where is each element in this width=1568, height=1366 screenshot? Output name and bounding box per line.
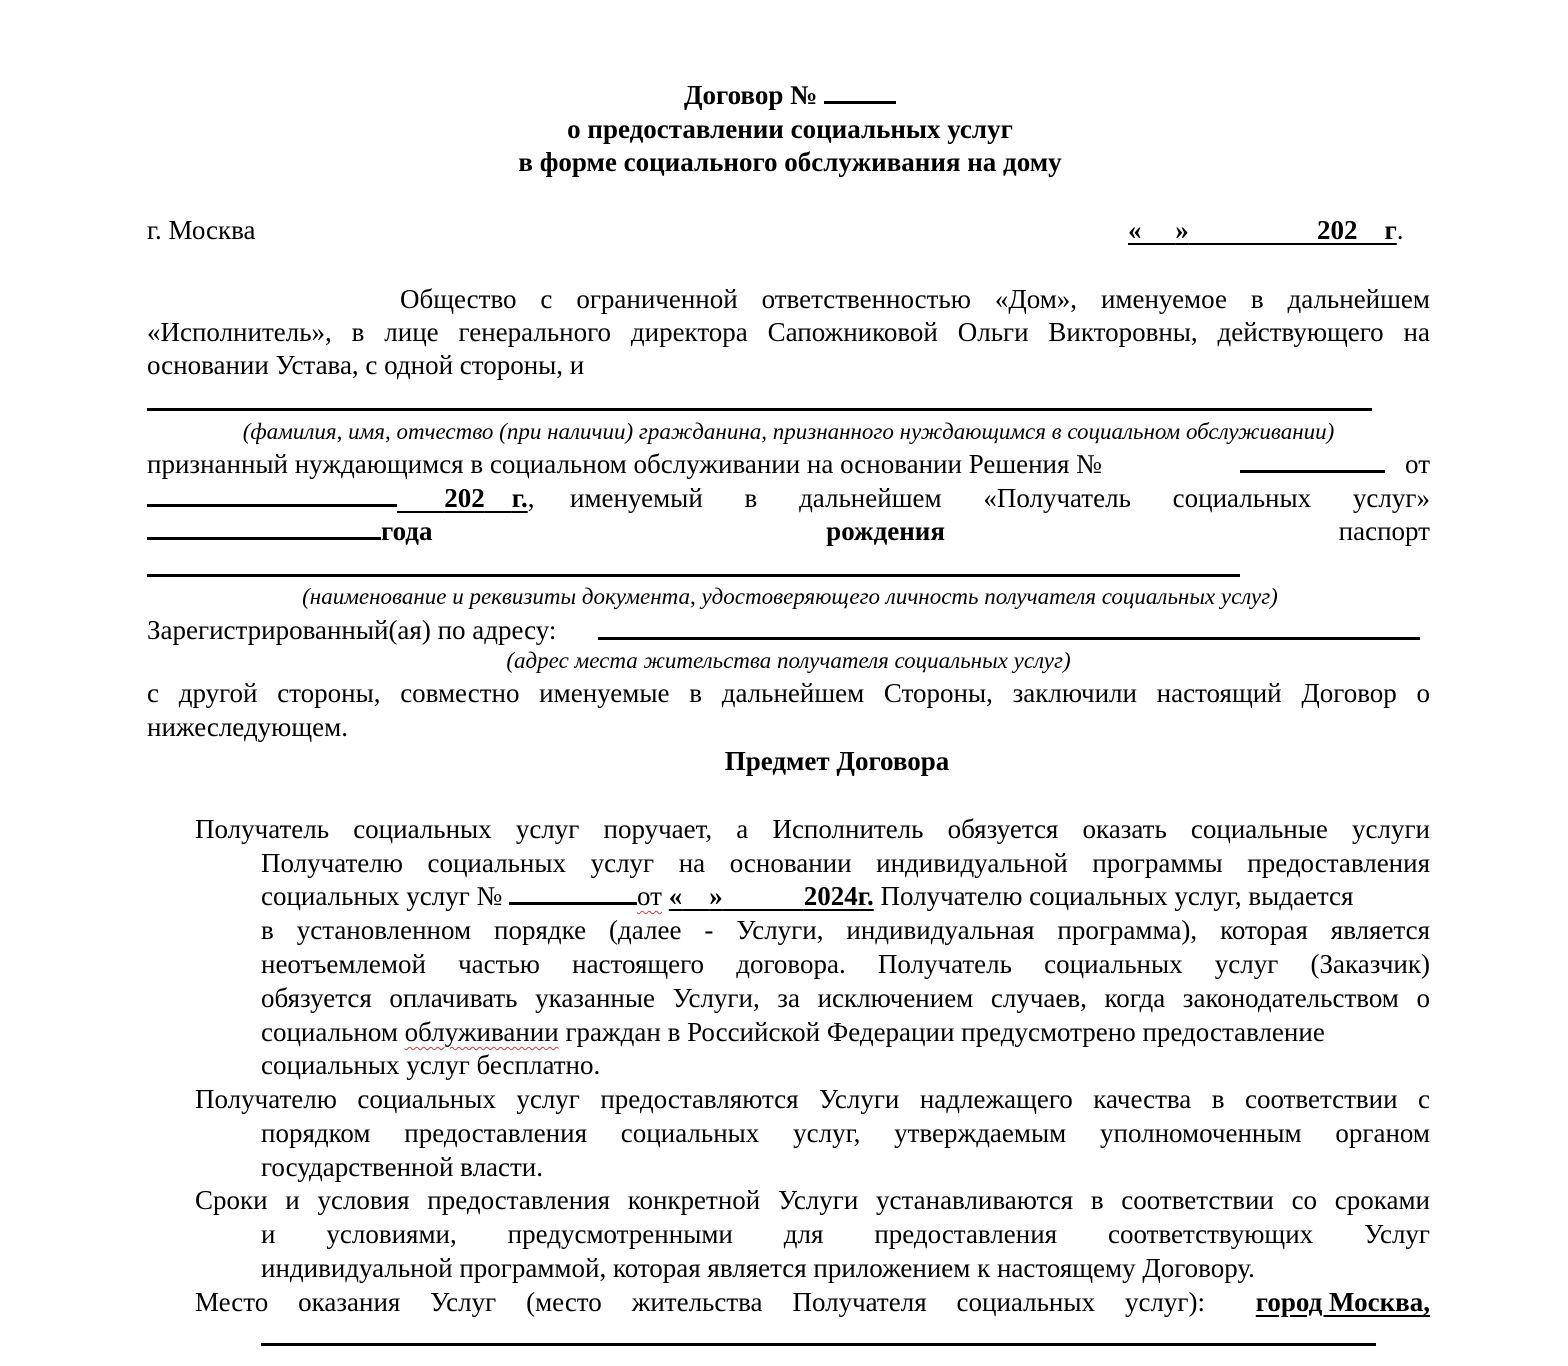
intro-line-1: Общество с ограниченной ответственностью «Дом», именуемое в дальнейшем [400,284,1430,314]
item-4-line-1: Место оказания Услуг (место жительства Получателя социальных услуг): город Москва, [195,1287,1430,1317]
item-2-line-2: порядком предоставления социальных услуг, утверждаемым уполномоченным органом [261,1118,1430,1148]
spelling-error-word: облуживании [404,1017,559,1047]
intro-line-2: «Исполнитель», в лице генерального директора Сапожниковой Ольги Викторовны, действующего на [147,317,1430,347]
item-3-line-3: индивидуальной программой, которая является приложением к настоящему Договору. [261,1253,1255,1283]
item-1-line-7: социальном облуживании граждан в Российской Федерации предусмотрено предоставление [261,1017,1325,1047]
decision-date-line: 202 г., именуемый в дальнейшем «Получатель социальных услуг» [147,481,1430,515]
recipient-name-blank[interactable] [147,408,1372,411]
item-1-line-1: Получатель социальных услуг поручает, а Исполнитель обязуется оказать социальные услуги [195,814,1430,844]
item-1-line-4: в установленном порядке (далее - Услуги, индивидуальная программа), которая является [261,915,1430,945]
section-heading: Предмет Договора [724,746,950,776]
address-hint: (адрес места жительства получателя социальных услуг) [506,648,1071,673]
address-blank[interactable] [598,637,1420,640]
decision-line: признанный нуждающимся в социальном обслуживании на основании Решения № от [147,449,1430,479]
contract-title: Договор № [0,78,1568,112]
item-1-line-6: обязуется оплачивать указанные Услуги, за исключением случаев, когда законодательством о [261,983,1430,1013]
item-2-line-1: Получателю социальных услуг предоставляются Услуги надлежащего качества в соответствии с [195,1084,1430,1114]
item-3-line-1: Сроки и условия предоставления конкретной Услуги устанавливаются в соответствии со сроками [195,1185,1430,1215]
program-date[interactable]: « » 2024г. [668,881,874,911]
item-1-line-5: неотъемлемой частью настоящего договора. Получатель социальных услуг (Заказчик) [261,949,1430,979]
service-address-blank[interactable] [261,1343,1376,1346]
decision-date-blank[interactable] [147,482,397,507]
birth-year-blank[interactable] [147,515,381,540]
intro-line-3: основании Устава, с одной стороны, и [147,350,585,380]
closing-line-1: с другой стороны, совместно именуемые в дальнейшем Стороны, заключили настоящий Договор о [147,678,1430,708]
decision-number-blank[interactable] [1240,448,1385,473]
contract-date[interactable]: « » 202 г. [1128,215,1404,245]
item-1-line-3: социальных услуг № от « » 2024г. Получателю социальных услуг, выдается [261,881,1354,911]
contract-subtitle-1: о предоставлении социальных услуг [567,114,1013,144]
recipient-name-hint: (фамилия, имя, отчество (при наличии) гражданина, признанного нуждающимся в социальном обслуживании) [242,419,1335,444]
item-3-line-2: и условиями, предусмотренными для предоставления соответствующих Услуг [261,1219,1430,1249]
contract-subtitle-2: в форме социального обслуживания на дому [518,147,1062,177]
item-2-line-3: государственной власти. [261,1152,544,1182]
service-city[interactable]: город Москва, [1255,1287,1430,1317]
program-number-blank[interactable] [509,880,637,905]
birth-line: года рождения паспорт [147,514,1430,548]
registered-label: Зарегистрированный(ая) по адресу: [147,615,557,645]
contract-number-blank[interactable] [824,79,896,104]
passport-details-blank[interactable] [147,574,1240,577]
decision-year[interactable]: 202 г. [444,483,528,513]
item-1-line-2: Получателю социальных услуг на основании индивидуальной программы предоставления [261,848,1430,878]
city-label: г. Москва [147,215,256,245]
closing-line-2: нижеследующем. [147,712,348,742]
item-1-line-8: социальных услуг бесплатно. [261,1050,601,1080]
passport-hint: (наименование и реквизиты документа, удостоверяющего личность получателя социальных услуг) [302,584,1278,609]
